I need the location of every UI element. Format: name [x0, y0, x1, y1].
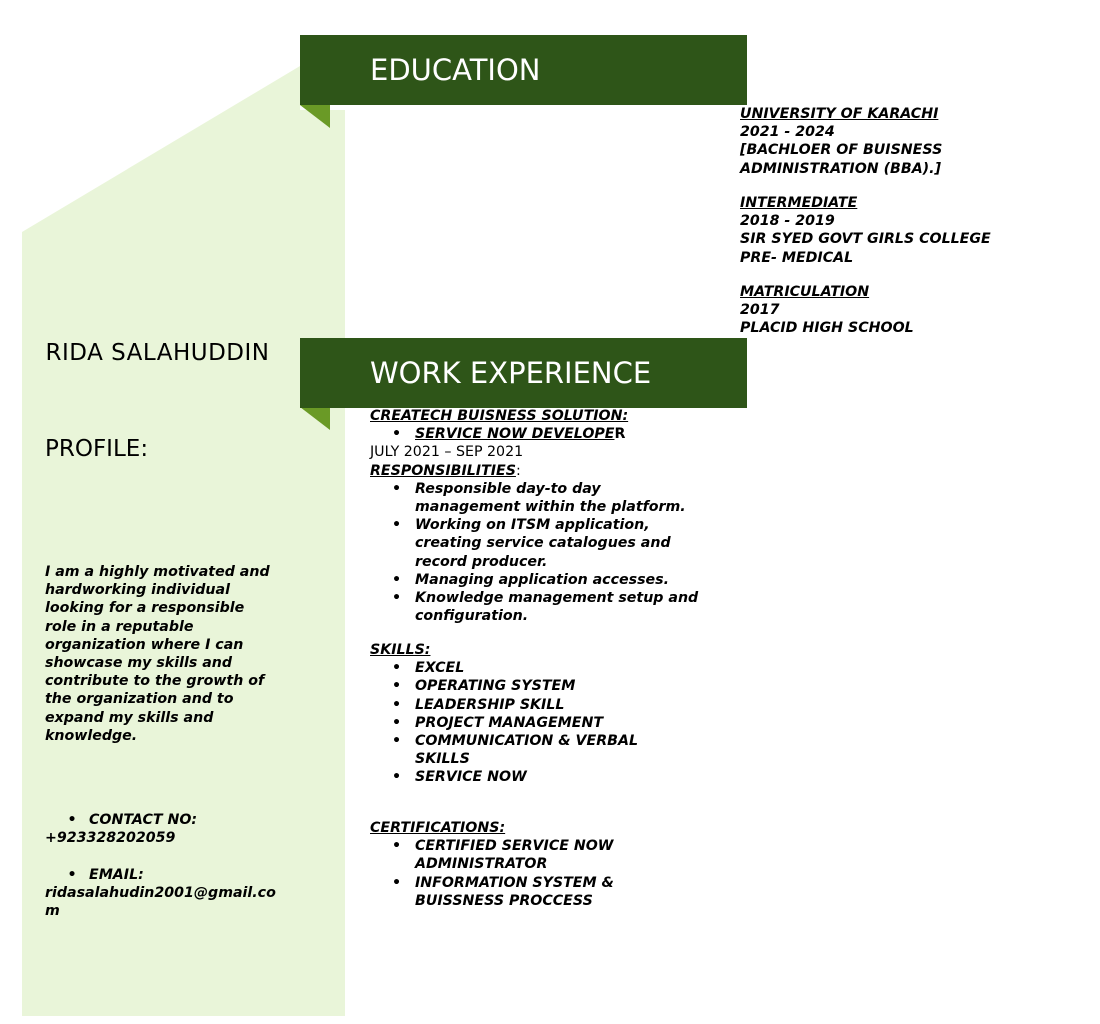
contact-email — [45, 866, 280, 921]
certification-item: • INFORMATION SYSTEM & BUISSNESS PROCCESS — [370, 874, 670, 910]
education-years: 2021 - 2024 — [740, 124, 835, 141]
education-years: 2017 — [740, 302, 780, 319]
responsibilities-list — [370, 480, 710, 626]
responsibility-item: • Working on ITSM application, creating service catalogues and record producer. — [370, 516, 710, 571]
work-experience-section — [370, 407, 730, 625]
skills-heading: SKILLS: — [370, 642, 431, 658]
skill-item: • COMMUNICATION & VERBAL SKILLS — [370, 732, 670, 768]
education-detail: PLACID HIGH SCHOOL — [740, 320, 914, 337]
skill-item: • SERVICE NOW — [370, 768, 670, 786]
profile-heading: PROFILE: — [45, 436, 149, 462]
education-institution: INTERMEDIATE — [740, 195, 858, 211]
role-list — [370, 425, 730, 443]
contact-email-label: • EMAIL: — [45, 866, 280, 884]
education-institution: MATRICULATION — [740, 284, 870, 300]
responsibility-item: • Knowledge management setup and configuration. — [370, 589, 710, 625]
skill-item: • OPERATING SYSTEM — [370, 677, 670, 695]
responsibilities-heading-row — [370, 462, 730, 480]
contact-email-value: ridasalahudin2001@gmail.com — [45, 885, 276, 920]
contact-phone-label: • CONTACT NO: — [45, 811, 280, 829]
skill-item: • EXCEL — [370, 659, 670, 677]
role-title-end: R — [614, 426, 626, 443]
responsibility-item: • Managing application accesses. — [370, 571, 710, 589]
work-experience-title: WORK EXPERIENCE — [370, 356, 652, 390]
education-detail: SIR SYED GOVT GIRLS COLLEGE — [740, 231, 991, 248]
candidate-name: RIDA SALAHUDDIN — [45, 340, 270, 366]
work-experience-banner — [300, 338, 747, 408]
responsibilities-heading: RESPONSIBILITIES — [370, 462, 516, 479]
certifications-list — [370, 837, 670, 910]
work-dates: JULY 2021 – SEP 2021 — [370, 444, 524, 461]
education-banner — [300, 35, 747, 105]
education-entry — [740, 105, 1100, 178]
skill-item: • LEADERSHIP SKILL — [370, 696, 670, 714]
education-institution: UNIVERSITY OF KARACHI — [740, 106, 939, 122]
company-name: CREATECH BUISNESS SOLUTION: — [370, 408, 629, 424]
education-detail: PRE- MEDICAL — [740, 249, 854, 266]
profile-summary: I am a highly motivated and hardworking individual looking for a responsible role in a reputable organization where I can showcase my skills and contribute to the growth of the organization and to expand my skills and knowledge. — [45, 564, 270, 744]
role-item — [370, 425, 730, 443]
responsibility-item: • Responsible day-to day management within the platform. — [370, 480, 710, 516]
contact-phone — [45, 811, 280, 847]
education-entry — [740, 283, 1100, 338]
education-years: 2018 - 2019 — [740, 213, 835, 230]
skill-item: • PROJECT MANAGEMENT — [370, 714, 670, 732]
skills-list — [370, 659, 670, 786]
education-title: EDUCATION — [370, 53, 541, 87]
certifications-section — [370, 819, 670, 910]
certification-item: • CERTIFIED SERVICE NOW ADMINISTRATOR — [370, 837, 670, 873]
certifications-heading: CERTIFICATIONS: — [370, 820, 506, 836]
contact-phone-value: +923328202059 — [45, 830, 176, 847]
skills-section — [370, 641, 670, 787]
responsibilities-colon: : — [515, 462, 521, 479]
role-title: SERVICE NOW DEVELOPE — [415, 426, 615, 443]
education-detail: [BACHLOER OF BUISNESS ADMINISTRATION (BBA).] — [740, 142, 943, 177]
education-entry — [740, 194, 1100, 267]
